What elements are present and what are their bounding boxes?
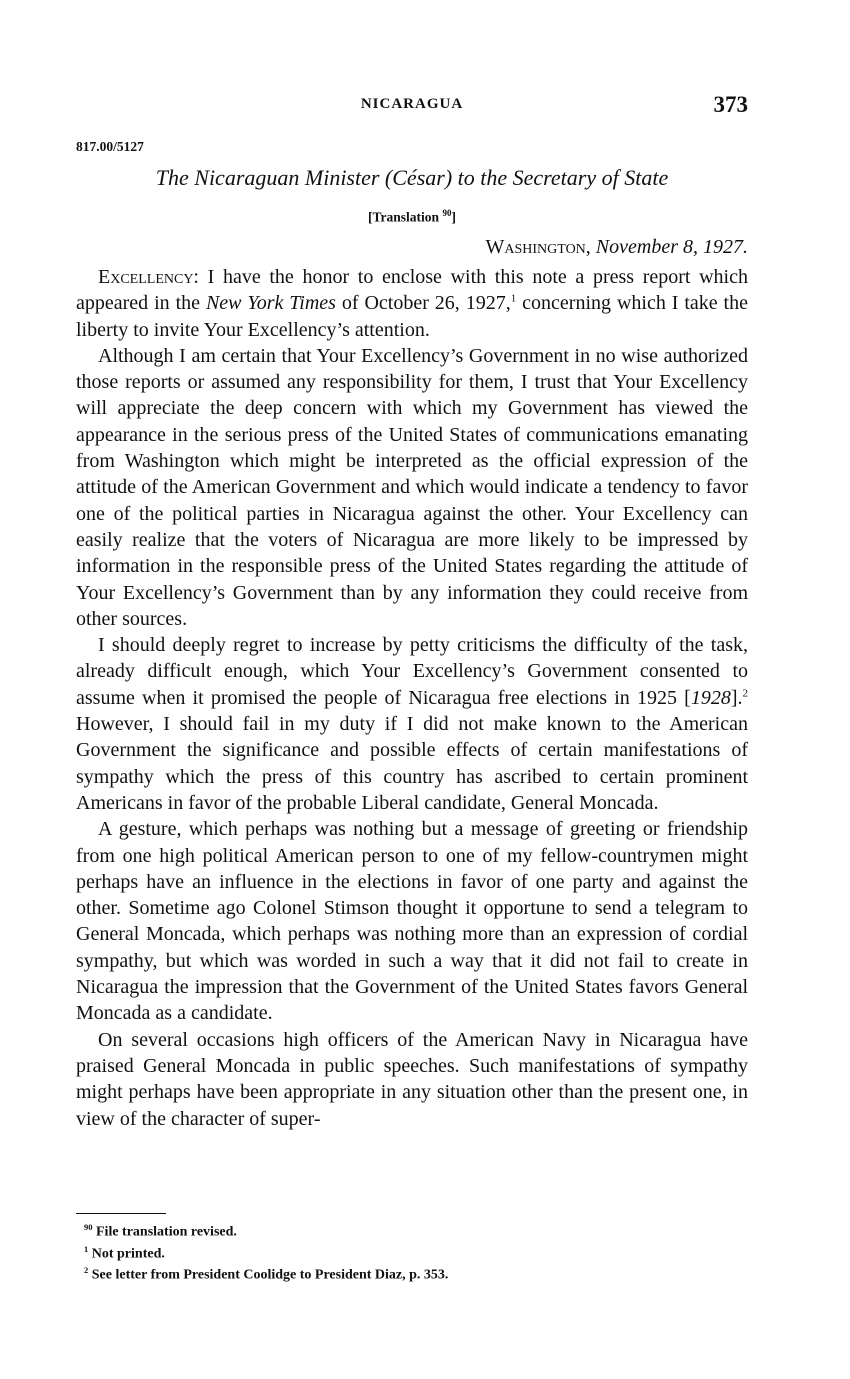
translation-label: [Translation — [368, 209, 440, 225]
page-number: 373 — [713, 92, 748, 117]
paragraph-3 — [76, 632, 748, 816]
footnote-divider — [76, 1213, 166, 1214]
dateline-place: Washington, — [485, 236, 591, 258]
footnote — [84, 1241, 448, 1263]
newspaper-name: New York Times — [205, 292, 336, 315]
document-title: The Nicaraguan Minister (César) to the Secretary of State — [155, 165, 669, 190]
footnote-ref-90: 90 — [442, 208, 452, 218]
footnote-ref-2: 2 — [742, 687, 748, 700]
paragraph-4: A gesture, which perhaps was nothing but a message of greeting or friendship from one high political American person to one of my fellow-countrymen might perhaps have an influence in the elections in favor of one party and against the other. Sometime ago Colonel Stimson thought it opportune to send a telegram to General Moncada, which perhaps was nothing more than an expression of cordial sympathy, but which was worded in such a way that it did not fail to create in Nicaragua the impression that the Government of the United States favors General Moncada as a candidate. — [76, 818, 748, 1025]
year-correction: 1928 — [690, 686, 731, 709]
paragraph-1-text-c: concerning which I take the liberty to invite Your Excellency’s attention. — [76, 292, 748, 341]
paragraph-2: Although I am certain that Your Excellency’s Government in no wise authorized those reports or assumed any responsibility for them, I trust that Your Excellency will appreciate the deep concern with which my Government has viewed the appearance in the serious press of the United States of communications emanating from Washington which might be interpreted as the official expression of the attitude of the American Government and which would indicate a tendency to favor one of the political parties in Nicaragua against the other. Your Excellency can easily realize that the voters of Nicaragua are more likely to be impressed by information in the responsible press of the United States regarding the attitude of Your Excellency’s Government than by any information they could receive from other sources. — [76, 344, 748, 630]
footnote — [84, 1219, 448, 1241]
translation-close: ] — [451, 209, 456, 225]
paragraph-5: On several occasions high officers of the American Navy in Nicaragua have praised General Moncada in public speeches. Such manifestations of sympathy might perhaps have been appropriate in any situation other than the present one, in view of the character of super- — [76, 1028, 748, 1130]
footnote-mark: 1 — [84, 1243, 89, 1254]
paragraph-3-text-a: I should deeply regret to increase by petty criticisms the difficulty of the task, already difficult enough, which Your Excellency’s Government consented to assume when it promised the people of Nicaragua free elections in 1925 [ — [76, 634, 748, 709]
section-title: NICARAGUA — [360, 96, 464, 112]
running-head — [76, 92, 748, 122]
paragraph-3-text-c: However, I should fail in my duty if I did not make known to the American Government the significance and possible effects of certain manifestations of sympathy which the press of this country has ascribed to certain prominent Americans in favor of the probable Liberal candidate, General Moncada. — [76, 713, 748, 814]
letter-body — [76, 264, 748, 1132]
footnote — [84, 1262, 448, 1284]
paragraph-1 — [76, 264, 748, 343]
footnote-mark: 2 — [84, 1265, 89, 1276]
paragraph-1-text-b: of October 26, 1927, — [335, 292, 511, 315]
footnote-mark: 90 — [84, 1222, 93, 1232]
paragraph-3-text-b: ]. — [730, 686, 743, 709]
dateline-date: November 8, 1927. — [595, 236, 748, 258]
paragraph-1-text-a: I have the honor to enclose with this note a press report which appeared in the — [76, 266, 748, 315]
footnote-text: See letter from President Coolidge to President Diaz, p. 353. — [91, 1267, 449, 1283]
file-number: 817.00/5127 — [76, 139, 144, 154]
footnote-text: File translation revised. — [96, 1224, 237, 1240]
translation-note — [76, 208, 748, 226]
dateline — [486, 236, 749, 259]
footnote-text: Not printed. — [91, 1246, 165, 1262]
salutation: Excellency: — [98, 266, 199, 288]
footnotes — [84, 1219, 448, 1284]
footnote-ref-1: 1 — [510, 292, 517, 305]
